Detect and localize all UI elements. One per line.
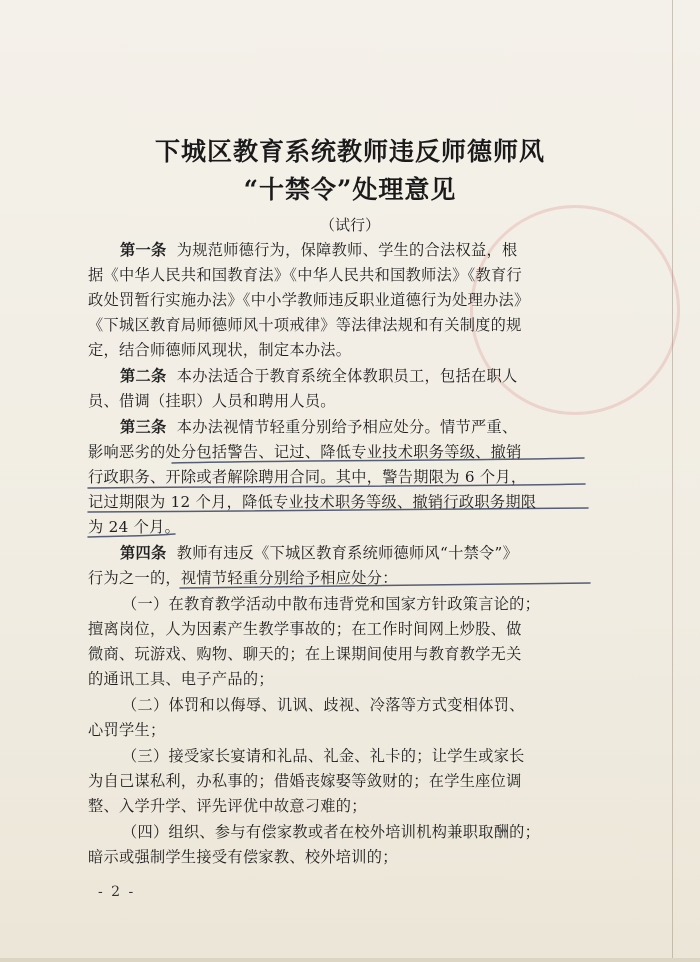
page-number: - 2 - bbox=[98, 884, 136, 900]
article-1-line-5: 定，结合师德师风现状，制定本办法。 bbox=[88, 341, 352, 359]
document-title-line2: “十禁令”处理意见 bbox=[243, 175, 457, 204]
article-1-text: 为规范师德行为，保障教师、学生的合法权益，根 bbox=[176, 241, 518, 259]
article-2-line-2: 员、借调（挂职）人员和聘用人员。 bbox=[88, 392, 336, 410]
article-4-line-2: 行为之一的，视情节轻重分别给予相应处分： bbox=[88, 569, 398, 587]
paper-edge bbox=[0, 958, 700, 962]
article-4-label: 第四条 bbox=[120, 544, 167, 562]
article-3-line-2: 影响恶劣的处分包括警告、记过、降低专业技术职务等级、撤销 bbox=[88, 443, 522, 461]
article-3-line-1 bbox=[120, 417, 598, 437]
article-1-line-1 bbox=[120, 240, 598, 260]
article-1-label: 第一条 bbox=[120, 241, 167, 259]
item-1-line-1: （一）在教育教学活动中散布违背党和国家方针政策言论的； bbox=[122, 595, 541, 613]
item-1-line-2: 擅离岗位，人为因素产生教学事故的；在工作时间网上炒股、做 bbox=[88, 620, 522, 638]
item-3-line-1: （三）接受家长宴请和礼品、礼金、礼卡的；让学生或家长 bbox=[122, 747, 525, 765]
article-2-label: 第二条 bbox=[120, 367, 167, 385]
item-2-line-2: 心罚学生； bbox=[88, 721, 166, 739]
article-2-text: 本办法适合于教育系统全体教职员工，包括在职人 bbox=[176, 367, 518, 385]
item-1-line-3: 微商、玩游戏、购物、聊天的；在上课期间使用与教育教学无关 bbox=[88, 645, 522, 663]
document-subtitle: （试行） bbox=[319, 216, 380, 234]
item-4-line-2: 暗示或强制学生接受有偿家教、校外培训的； bbox=[88, 848, 398, 866]
article-2-line-1 bbox=[120, 366, 598, 386]
article-4-text: 教师有违反《下城区教育系统师德师风“十禁令”》 bbox=[176, 544, 519, 562]
article-3-text: 本办法视情节轻重分别给予相应处分。情节严重、 bbox=[176, 418, 518, 436]
article-3-line-4: 记过期限为 12 个月，降低专业技术职务等级、撤销行政职务期限 bbox=[88, 493, 537, 511]
item-2-line-1: （二）体罚和以侮辱、讥讽、歧视、冷落等方式变相体罚、 bbox=[122, 696, 525, 714]
article-3-label: 第三条 bbox=[120, 418, 167, 436]
document-title-line1: 下城区教育系统教师违反师德师风 bbox=[154, 137, 545, 166]
article-3-line-5: 为 24 个月。 bbox=[88, 518, 181, 536]
item-4-line-1: （四）组织、参与有偿家教或者在校外培训机构兼职取酬的； bbox=[122, 823, 541, 841]
article-3-line-3: 行政职务、开除或者解除聘用合同。其中，警告期限为 6 个月， bbox=[88, 468, 527, 486]
article-1-line-4: 《下城区教育局师德师风十项戒律》等法律法规和有关制度的规 bbox=[88, 316, 522, 334]
article-1-line-2: 据《中华人民共和国教育法》《中华人民共和国教师法》《教育行 bbox=[88, 266, 522, 284]
article-1-line-3: 政处罚暂行实施办法》《中小学教师违反职业道德行为处理办法》 bbox=[88, 291, 530, 309]
item-3-line-3: 整、入学升学、评先评优中故意刁难的； bbox=[88, 797, 367, 815]
article-4-line-1 bbox=[120, 543, 598, 563]
item-3-line-2: 为自己谋私利，办私事的；借婚丧嫁娶等敛财的；在学生座位调 bbox=[88, 772, 522, 790]
item-1-line-4: 的通讯工具、电子产品的； bbox=[88, 670, 274, 688]
